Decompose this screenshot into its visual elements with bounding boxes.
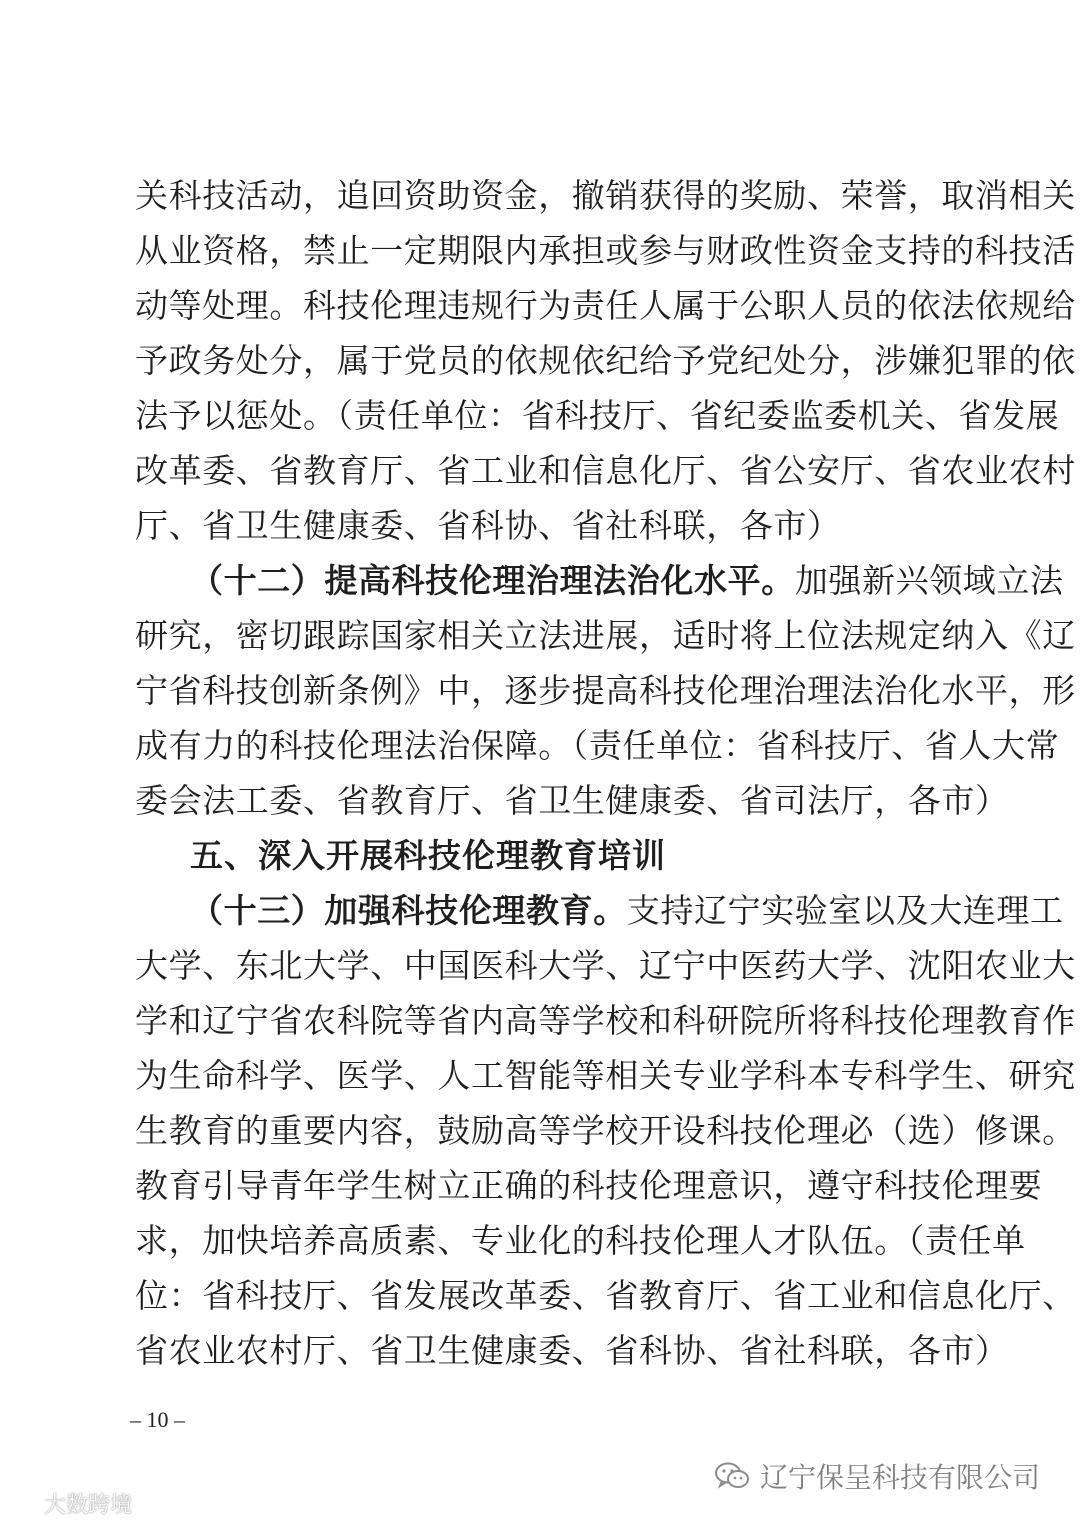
paragraph-line: 大学、东北大学、中国医科大学、辽宁中医药大学、沈阳农业大 bbox=[135, 946, 1076, 985]
weibo-watermark bbox=[8, 1488, 132, 1519]
paragraph-13-text: 支持辽宁实验室以及大连理工 bbox=[626, 891, 1064, 930]
paragraph-line: 位：省科技厅、省发展改革委、省教育厅、省工业和信息化厅、 bbox=[135, 1276, 1076, 1315]
paragraph-line: 关科技活动，追回资助资金，撤销获得的奖励、荣誉，取消相关 bbox=[135, 176, 1076, 215]
section-heading: 五、深入开展科技伦理教育培训 bbox=[190, 836, 666, 875]
weibo-name: 大数跨境 bbox=[44, 1493, 133, 1518]
wechat-icon bbox=[714, 1461, 750, 1491]
paragraph-line: 动等处理。科技伦理违规行为责任人属于公职人员的依法依规给 bbox=[135, 286, 1076, 325]
paragraph-line: 生教育的重要内容，鼓励高等学校开设科技伦理必（选）修课。 bbox=[135, 1111, 1076, 1150]
paragraph-line: 成有力的科技伦理法治保障。（责任单位：省科技厅、省人大常 bbox=[135, 726, 1060, 765]
account-name: 辽宁保呈科技有限公司 bbox=[759, 1461, 1040, 1494]
paragraph-line: 改革委、省教育厅、省工业和信息化厅、省公安厅、省农业农村 bbox=[135, 451, 1076, 490]
page-number: – 10 – bbox=[130, 1407, 185, 1432]
paragraph-line: 教育引导青年学生树立正确的科技伦理意识，遵守科技伦理要 bbox=[135, 1166, 1043, 1205]
paragraph-line: 求，加快培养高质素、专业化的科技伦理人才队伍。（责任单 bbox=[135, 1221, 1026, 1260]
paragraph-line: 学和辽宁省农科院等省内高等学校和科研院所将科技伦理教育作 bbox=[135, 1001, 1076, 1040]
weibo-icon bbox=[8, 1491, 38, 1517]
paragraph-12-title: （十二）提高科技伦理治理法治化水平。 bbox=[190, 561, 795, 600]
paragraph-line: 厅、省卫生健康委、省科协、省社科联，各市） bbox=[135, 506, 841, 545]
account-watermark bbox=[714, 1456, 1040, 1496]
paragraph-line: 研究，密切跟踪国家相关立法进展，适时将上位法规定纳入《辽 bbox=[135, 616, 1076, 655]
paragraph-12-text: 加强新兴领域立法 bbox=[794, 561, 1064, 600]
paragraph-13-first-line bbox=[190, 889, 1064, 933]
paragraph-13-title: （十三）加强科技伦理教育。 bbox=[190, 891, 627, 930]
paragraph-line: 宁省科技创新条例》中，逐步提高科技伦理治理法治化水平，形 bbox=[135, 671, 1076, 710]
paragraph-line: 委会法工委、省教育厅、省卫生健康委、省司法厅，各市） bbox=[135, 781, 1009, 820]
paragraph-line: 省农业农村厅、省卫生健康委、省科协、省社科联，各市） bbox=[135, 1331, 1009, 1370]
paragraph-line: 予政务处分，属于党员的依规依纪给予党纪处分，涉嫌犯罪的依 bbox=[135, 341, 1076, 380]
paragraph-line: 为生命科学、医学、人工智能等相关专业学科本专科学生、研究 bbox=[135, 1056, 1076, 1095]
paragraph-line: 法予以惩处。（责任单位：省科技厅、省纪委监委机关、省发展 bbox=[135, 396, 1060, 435]
paragraph-12-first-line bbox=[190, 559, 1064, 603]
paragraph-line: 从业资格，禁止一定期限内承担或参与财政性资金支持的科技活 bbox=[135, 231, 1076, 270]
